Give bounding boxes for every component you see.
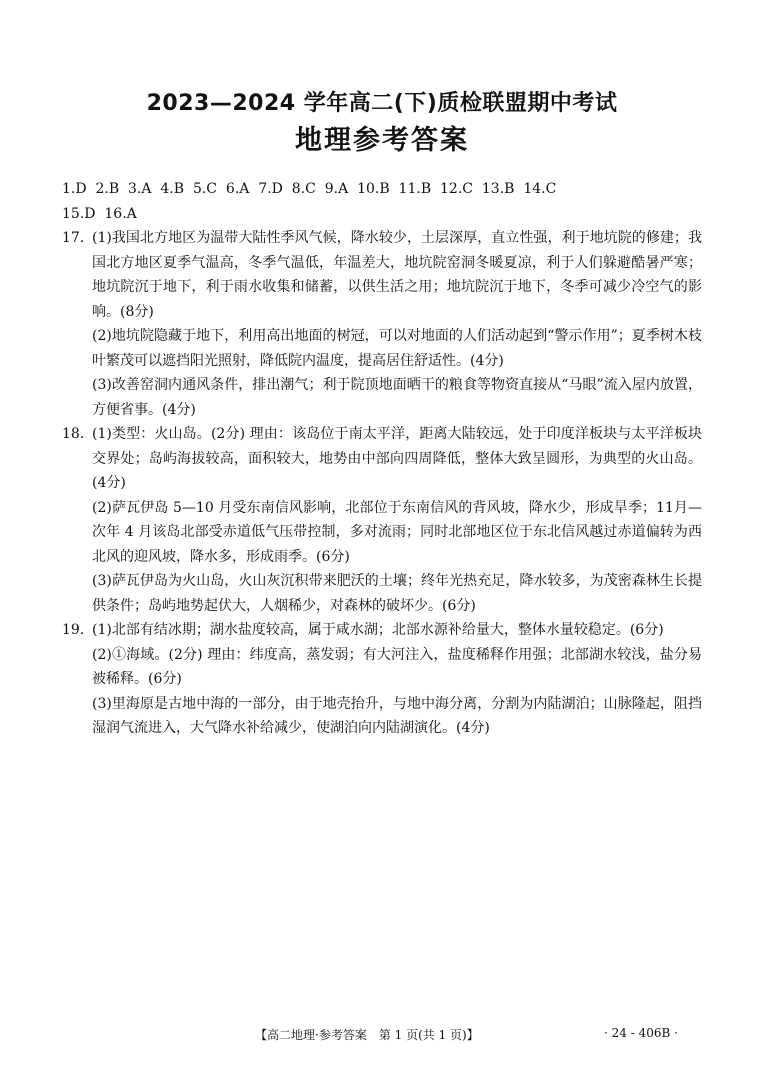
question-18 bbox=[62, 422, 702, 618]
exam-title: 2023—2024 学年高二(下)质检联盟期中考试 bbox=[146, 91, 618, 116]
answer-part-3: (3)改善窑洞内通风条件，排出潮气；利于院顶地面晒干的粮食等物资直接从“马眼”流入屋内放置，方便省事。(4分) bbox=[92, 377, 702, 418]
answer-key-title: 地理参考答案 bbox=[295, 125, 469, 156]
answer-part-3: (3)萨瓦伊岛为火山岛，火山灰沉积带来肥沃的土壤；终年光热充足，降水较多，为茂密森林生长提供条件；岛屿地势起伏大，人烟稀少，对森林的破坏少。(6分) bbox=[92, 573, 702, 614]
question-number: 18. bbox=[62, 426, 85, 442]
answer-part-2: (2)地坑院隐藏于地下，利用高出地面的树冠，可以对地面的人们活动起到“警示作用”；夏季树木枝叶繁茂可以遮挡阳光照射，降低院内温度，提高居住舒适性。(4分) bbox=[92, 328, 702, 369]
answer-part-1: (1)我国北方地区为温带大陆性季风气候，降水较少，土层深厚，直立性强，利于地坑院的修建；我国北方地区夏季气温高，冬季气温低，年温差大，地坑院窑洞冬暖夏凉，利于人们躲避酷暑严寒；地坑院沉于地下，利于雨水收集和储蓄，以供生活之用；地坑院沉于地下，冬季可减少冷空气的影响。(8分) bbox=[92, 230, 702, 320]
question-17 bbox=[62, 226, 702, 422]
footer-page-info: 【高二地理·参考答案 第 1 页(共 1 页)】 bbox=[255, 1028, 479, 1042]
answer-part-3: (3)里海原是古地中海的一部分，由于地壳抬升，与地中海分离，分割为内陆湖泊；山脉隆起，阻挡湿润气流进入，大气降水补给减少，使湖泊向内陆湖演化。(4分) bbox=[92, 695, 702, 736]
question-number: 17. bbox=[62, 230, 85, 246]
answer-content bbox=[62, 177, 702, 741]
mc-answers-line-1: 1.D 2.B 3.A 4.B 5.C 6.A 7.D 8.C 9.A 10.B 11.B 12.C 13.B 14.C bbox=[62, 181, 557, 197]
answer-part-1: (1)类型：火山岛。(2分) 理由：该岛位于南太平洋，距离大陆较远，处于印度洋板块与太平洋板块交界处；岛屿海拔较高，面积较大，地势由中部向四周降低，整体大致呈圆形，为典型的火山岛。(4分) bbox=[92, 426, 702, 491]
question-number: 19. bbox=[62, 622, 85, 638]
question-19 bbox=[62, 618, 702, 741]
answer-part-1: (1)北部有结冰期；湖水盐度较高，属于咸水湖；北部水源补给量大，整体水量较稳定。(6分) bbox=[92, 622, 664, 638]
footer-code: · 24 - 406B · bbox=[604, 1026, 678, 1040]
answer-part-2: (2)萨瓦伊岛 5—10 月受东南信风影响，北部位于东南信风的背风坡，降水少，形成旱季；11月—次年 4 月该岛北部受赤道低气压带控制，多对流雨；同时北部地区位于东北信风越过赤道偏转为西北风的迎风坡，降水多，形成雨季。(6分) bbox=[92, 499, 702, 565]
mc-answers-line-2: 15.D 16.A bbox=[62, 205, 137, 222]
answer-part-2: (2)①海域。(2分) 理由：纬度高，蒸发弱；有大河注入，盐度稀释作用强；北部湖水较浅，盐分易被稀释。(6分) bbox=[92, 646, 702, 687]
